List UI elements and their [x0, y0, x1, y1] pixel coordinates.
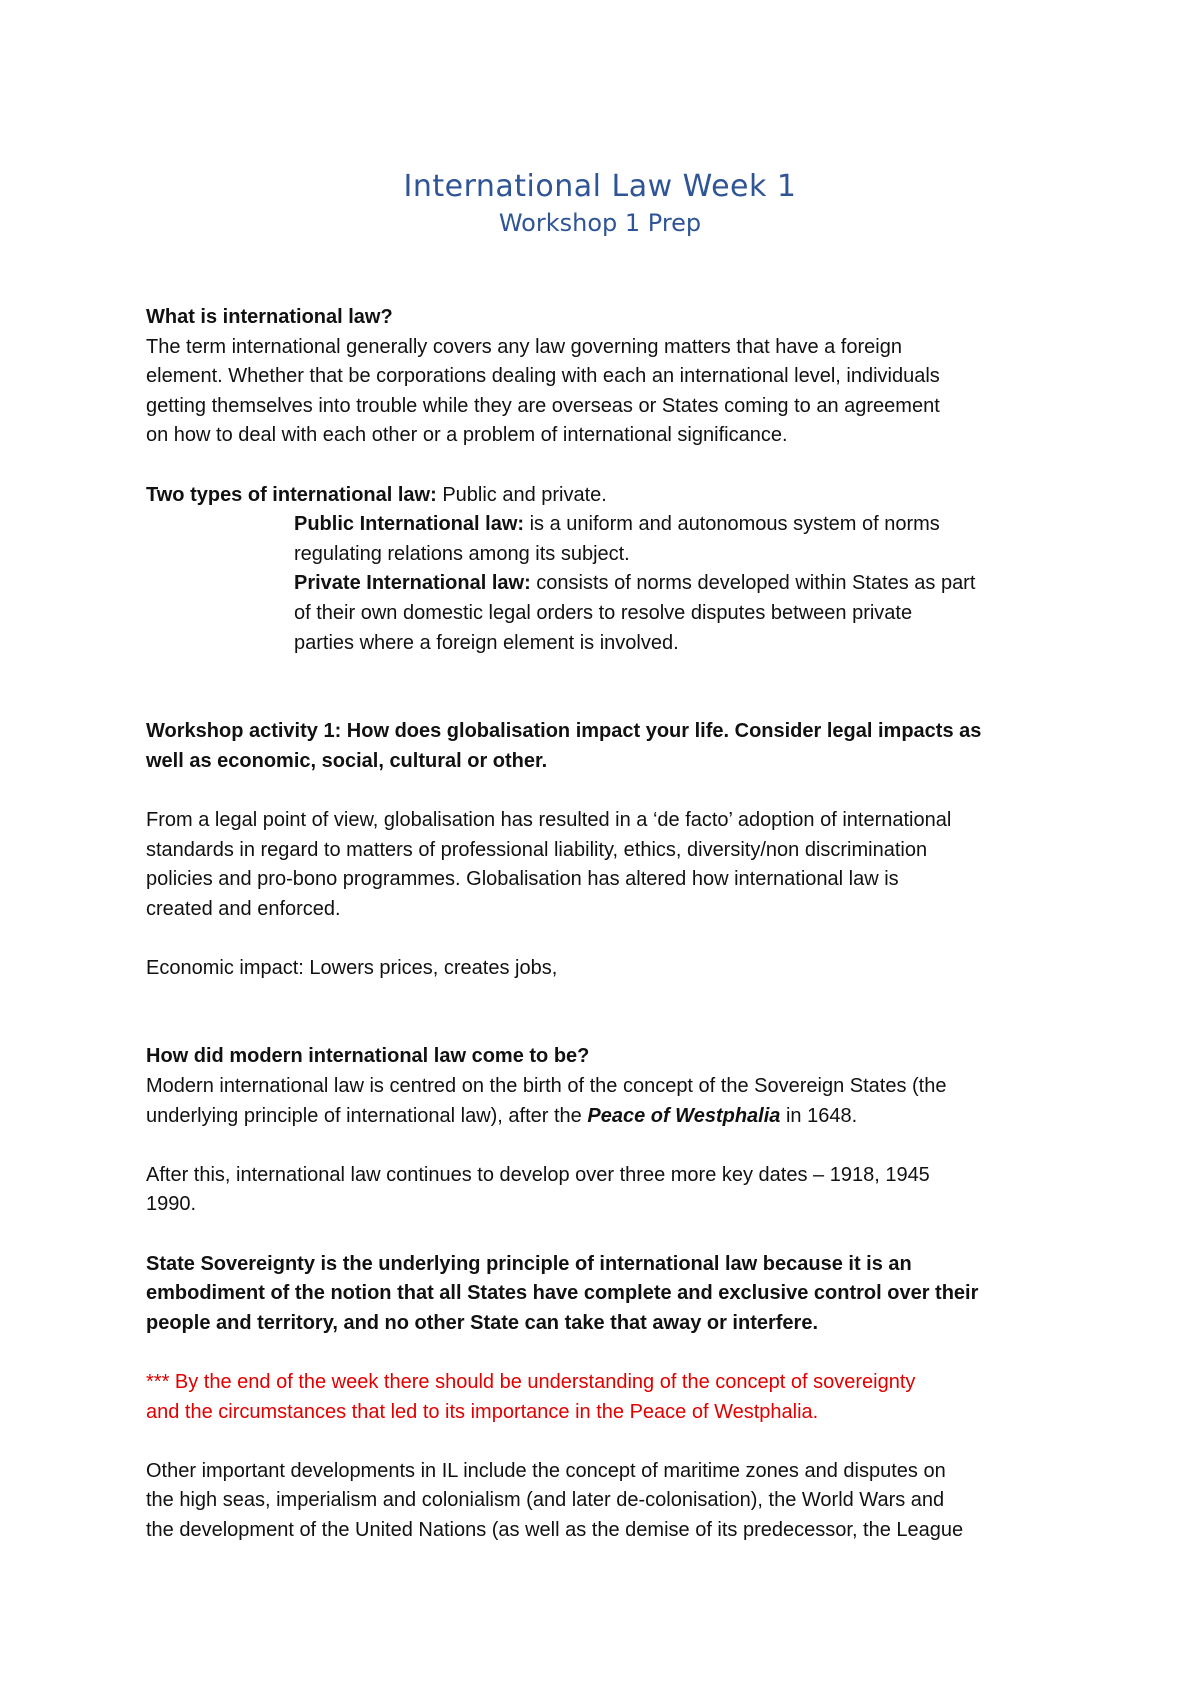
sovereignty-line: people and territory, and no other State can take that away or interfere.: [146, 1311, 819, 1334]
paragraph-line: on how to deal with each other or a problem of international significance.: [146, 424, 788, 447]
westphalia-italic: Peace of Westphalia: [587, 1104, 781, 1127]
document-title: International Law Week 1: [403, 169, 797, 204]
document-body: [146, 303, 1081, 1546]
paragraph-line: the development of the United Nations (as well as the demise of its predecessor, the League: [146, 1518, 964, 1541]
paragraph-line: created and enforced.: [146, 897, 341, 920]
paragraph-line: element. Whether that be corporations dealing with each an international level, individuals: [146, 365, 940, 388]
document-subtitle: Workshop 1 Prep: [498, 209, 702, 237]
paragraph-line: standards in regard to matters of professional liability, ethics, diversity/non discrimination: [146, 838, 928, 861]
private-law-label: Private International law:: [294, 572, 531, 595]
public-law-line-2: regulating relations among its subject.: [294, 542, 630, 565]
section-heading-modern-il: How did modern international law come to be?: [146, 1045, 590, 1068]
sovereignty-line: embodiment of the notion that all States have complete and exclusive control over their: [146, 1282, 979, 1305]
public-law-line: [146, 510, 1081, 540]
paragraph-line: After this, international law continues to develop over three more key dates – 1918, 1945: [146, 1163, 930, 1186]
workshop-activity-heading: Workshop activity 1: How does globalisation impact your life. Consider legal impacts as: [146, 720, 982, 743]
private-law-line-2: of their own domestic legal orders to resolve disputes between private: [294, 601, 913, 624]
paragraph-line: Other important developments in IL include the concept of maritime zones and disputes on: [146, 1459, 946, 1482]
section-heading-what-is-il: What is international law?: [146, 306, 393, 328]
public-law-text: is a uniform and autonomous system of norms: [524, 513, 940, 536]
note-line: *** By the end of the week there should be understanding of the concept of sovereignty: [146, 1371, 916, 1393]
paragraph-line: Modern international law is centred on the birth of the concept of the Sovereign States (the: [146, 1075, 947, 1098]
private-law-line-3: parties where a foreign element is involved.: [294, 631, 679, 654]
paragraph-line: 1990.: [146, 1193, 197, 1216]
private-law-line: [146, 569, 1081, 599]
paragraph-line: the high seas, imperialism and colonialism (and later de-colonisation), the World Wars and: [146, 1489, 945, 1512]
westphalia-pre: underlying principle of international law), after the: [146, 1104, 588, 1127]
note-line: and the circumstances that led to its importance in the Peace of Westphalia.: [146, 1400, 819, 1423]
private-law-text: consists of norms developed within States as part: [530, 572, 976, 595]
workshop-activity-heading-2: well as economic, social, cultural or other.: [146, 749, 548, 772]
paragraph-line: getting themselves into trouble while they are overseas or States coming to an agreement: [146, 394, 940, 417]
types-heading: Two types of international law:: [146, 483, 437, 506]
sovereignty-line: State Sovereignty is the underlying principle of international law because it is an: [146, 1252, 912, 1275]
westphalia-post: in 1648.: [780, 1104, 858, 1127]
economic-impact-line: Economic impact: Lowers prices, creates jobs,: [146, 956, 558, 979]
document-header: [0, 168, 1200, 240]
public-law-label: Public International law:: [294, 513, 525, 536]
paragraph-line: policies and pro-bono programmes. Globalisation has altered how international law is: [146, 868, 899, 891]
paragraph-line: [146, 1102, 1081, 1132]
paragraph-line: From a legal point of view, globalisation has resulted in a ‘de facto’ adoption of international: [146, 808, 952, 831]
types-rest: Public and private.: [436, 483, 607, 506]
types-line: [146, 481, 1081, 511]
paragraph-line: The term international generally covers any law governing matters that have a foreign: [146, 335, 902, 358]
